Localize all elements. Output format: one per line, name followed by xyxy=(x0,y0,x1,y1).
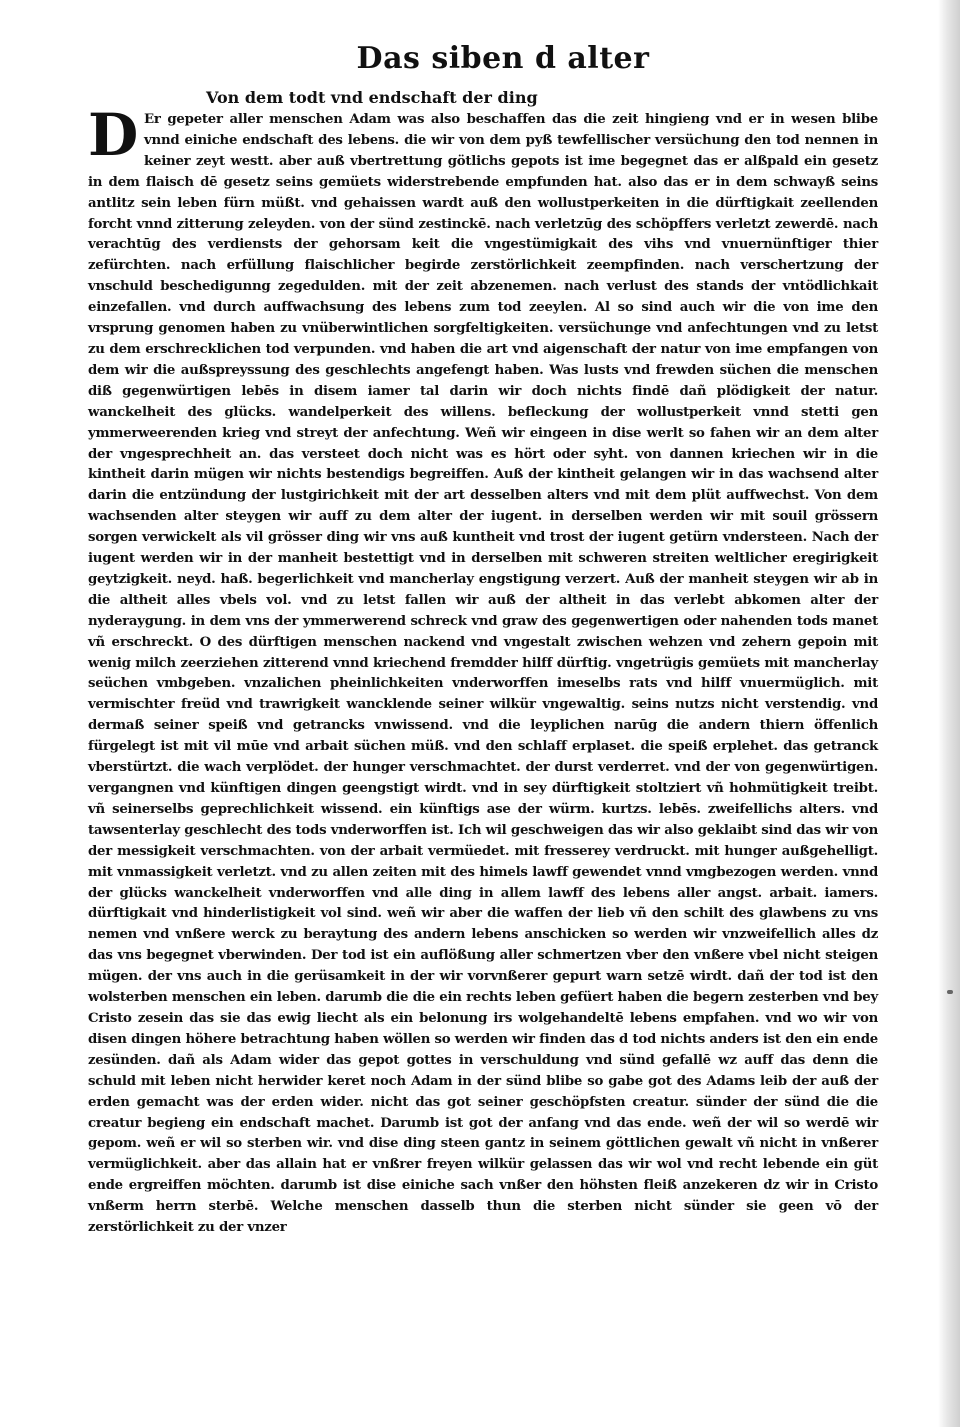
chapter-heading: Von dem todt vnd endschaft der ding xyxy=(206,88,538,107)
printed-page xyxy=(88,40,878,1239)
edge-mark xyxy=(947,990,953,994)
page-edge-shadow xyxy=(938,0,960,1427)
initial-letter: D xyxy=(88,101,139,169)
body-text-block xyxy=(88,101,878,1239)
body-text: Er gepeter aller menschen Adam was also beschaffen das die zeit hingieng vnd er in wesen blibe vnnd einiche endschaft des lebens. die wir von dem pyß tewfellischer versüchung den tod nennen in keiner zeyt westt. aber auß vbertrettung götlichs gepots ist ime begegnet das er alßpald ein gesetz in dem flaisch dē gesetz seins gemüets widerstrebende empfunden hat. also das er in dem schwayß seins antlitz sein leben fürn müßt. vnd gehaissen wardt auß den wollustperkeiten in die dürftigkait zeellenden forcht vnnd zitterung zeleyden. von der sünd zestinckē. nach verletzūg des schöpffers verletzt zewerdē. nach verachtūg des verdiensts der gehorsam keit die vngestümigkait des vihs vnd vnuernünftiger thier zefürchten. nach erfüllung flaischlicher begirde zerstörlichkeit zeempfinden. nach verschertzung der vnschuld beschedigunng zegedulden. mit der zeit abzenemen. nach verlust des stands der vntödlichkait einzefallen. vnd durch auffwachsung des lebens zum tod zeeylen. Al so sind auch wir die von ime den vrsprung genomen haben zu vnüberwintlichen sorgfeltigkeiten. versüchunge vnd anfechtungen vnd zu letst zu dem erschrecklichen tod verpunden. vnd haben die art vnd aigenschaft der natur von ime empfangen von dem wir die außspreyssung des geschlechts angefengt haben. Was lusts vnd frewden süchen die menschen diß gegenwürtigen lebēs in disem iamer tal darin wir doch nichts findē dañ plödigkeit der natur. wanckelheit des glücks. wandelperkeit des willens. befleckung der wollustperkeit vnnd stetti gen ymmerweerenden krieg vnd streyt der anfechtung. Weñ wir eingeen in dise werlt so fahen wir an dem alter der vngesprechheit an. das versteet doch nicht was es hört oder syht. von dannen kriechen wir in die kintheit darin mügen wir nichts bestendigs begreiffen. Auß der kintheit gelangen wir in das wachsend alter darin die entzündung der lustgirichkeit mit der art desselben alters vnd mit dem plüt auffwechst. Von dem wachsenden alter steygen wir auff zu dem alter der iugent. in derselben werden wir mit souil grössern sorgen verwickelt als vil grösser ding wir vns auß kuntheit vnd trost der iugent getürn vndersteen. Nach der iugent werden wir in der manheit bestettigt vnd in derselben mit schweren streiten weltlicher eregirigkeit geytzigkeit. neyd. haß. begerlichkeit vnd mancherlay engstigung verzert. Auß der manheit steygen wir ab in die altheit alles vbels vol. vnd zu letst fallen wir auß der altheit in das verlebt abkomen alter der nyderaygung. in dem vns der ymmerwerend schreck vnd graw des gegenwertigen oder nahenden tods manet vñ erschreckt. O des dürftigen menschen nackend vnd vngestalt zwischen wehzen vnd zehern gepoin mit wenig milch zeerziehen zitterend vnnd kriechend fremdder hilff dürftig. vngetrügis gemüets mit mancherlay seüchen vmbgeben. vnzalichen pheinlichkeiten vnderworffen imeselbs rats vnd hilff vnuermüglich. mit vermischter freüd vnd trawrigkeit wancklende seiner wilkür vngewaltig. seins nutzs nicht verstendig. vnd dermaß seiner speiß vnd getrancks vnwissend. vnd die leyplichen narūg die andern thiern öffenlich fürgelegt ist mit vil mūe vnd arbait süchen müß. vnd den schlaff erplaset. die speiß erplehet. das getranck vberstürtzt. die wach verplödet. der hunger verschmachtet. der durst verderret. vnd der von gegenwürtigen. vergangnen vnd künftigen dingen geengstigt wirdt. vnd in sey dürftigkeit stoltziert vñ hohmütigkeit treibt. vñ seinerselbs geprechlichkeit wissend. ein künftigs ase der würm. kurtzs. lebēs. zweifellichs alters. vnd tawsenterlay geschlecht des tods vnderworffen ist. Ich wil geschweigen das wir also geklaibt sind das wir von der messigkeit verschmachten. von der arbait vermüedet. mit fresserey verdruckt. mit hunger außgehelligt. mit vnmassigkeit verletzt. vnd zu allen zeiten mit des himels lawff gewendet vnnd vmgbezogen werden. vnnd der glücks wanckelheit vnderworffen vnd alle ding in allem lawff des lebens aller angst. arbait. iamers. dürftigkait vnd hinderlistigkeit vol sind. weñ wir aber die waffen der lieb vñ den schilt des glawbens zu vns nemen vnd vnßere werck zu beraytung des andern lebens anschicken so werden wir vnzweifellich alles dz das vns begegnet vberwinden. Der tod ist ein auflößung aller schmertzen vber den vnßere vbel nicht steigen mügen. der vns auch in die gerüsamkeit in der wir vorvnßerer gepurt warn setzē wirdt. dañ der tod ist den wolsterben menschen ein leben. darumb die die ein rechts leben gefüert haben die begern zesterben vnd bey Cristo zesein das sie das ewig liecht als ein belonung irs wolgehandeltē lebens empfahen. vnd wo wir von disen dingen höhere betrachtung haben wöllen so werden wir finden das d tod nichts anders ist den ein ende zesünden. dañ als Adam wider das gepot gottes in verschuldung vnd sünd gefallē wz auff das denn die schuld mit leben nicht herwider keret noch Adam in der sünd blibe so gabe got des Adams leib der auß der erden gemacht was der erden wider. nicht das got seiner geschöpfsten creatur. sünder der sünd die die creatur begieng ein endschaft machet. Darumb ist got der anfang vnd das ende. weñ der wil so werdē wir gepom. weñ er wil so sterben wir. vnd dise ding steen gantz in seinem göttlichen gewalt vñ nicht in vnßerer vermüglichkeit. aber das allain hat er vnßrer freyen wilkür gelassen das wir wol vnd recht lebende ein güt ende ergreiffen möchten. darumb ist dise einiche sach vnßer den höhsten fleiß anzekeren dz wir in Cristo vnßerm herrn sterbē. Welche menschen dasselb thun die sterben nicht sünder sie geen vō der zerstörlichkeit zu der vnzer xyxy=(88,112,878,1236)
running-head: Das siben d alter xyxy=(356,41,650,76)
